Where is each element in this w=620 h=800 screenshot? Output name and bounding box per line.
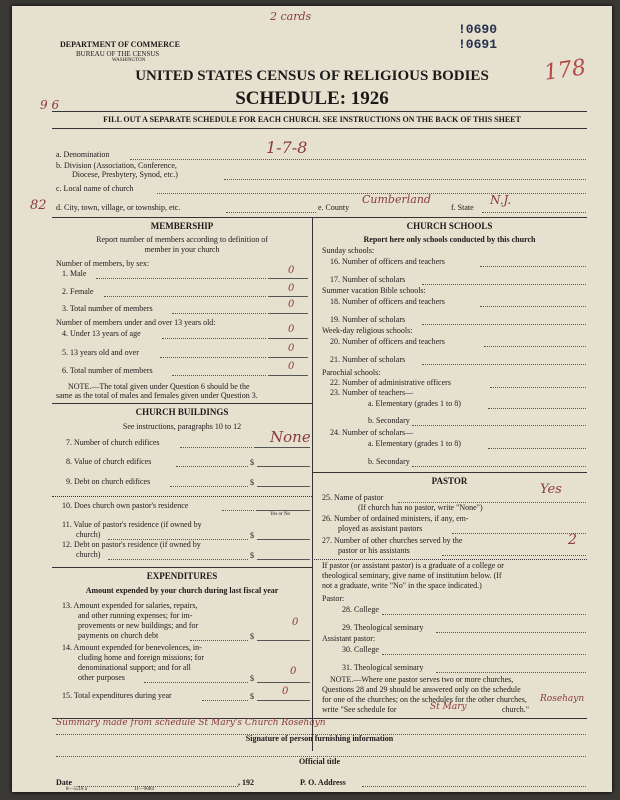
q2-label: 2. Female [62,287,94,296]
q13-line-1: 13. Amount expended for salaries, repairs, [62,601,198,610]
official-title-label: Official title [298,757,341,766]
q7-label: 7. Number of church edifices [66,438,160,447]
summer-schools-label: Summer vacation Bible schools: [322,286,426,295]
q25-value: Yes [540,482,562,497]
schools-intro: Report here only schools conducted by this church [363,235,536,244]
form-instructions: FILL OUT A SEPARATE SCHEDULE FOR EACH CHURCH. SEE INSTRUCTIONS ON THE BACK OF THIS SHEET [103,115,521,124]
county-value: Cumberland [362,193,431,206]
q12-dollar: $ [250,551,254,560]
q6-label: 6. Total number of members [62,366,153,375]
q27-label-1: 27. Number of other churches served by the [322,536,463,545]
pastor-note-3: for one of the churches; on the schedules for the other churches, [322,695,527,704]
graduate-note-1: If pastor (or assistant pastor) is a graduate of a college or [322,561,504,570]
q17-label: 17. Number of scholars [330,275,406,284]
year-label: , 192 [238,778,254,787]
q26-label-1: 26. Number of ordained ministers, if any, em- [322,514,469,523]
q15-label: 15. Total expenditures during year [62,691,172,700]
q12-label-2: church) [76,550,101,559]
q27-label-2: pastor or his assistants [338,546,410,555]
form-title: UNITED STATES CENSUS OF RELIGIOUS BODIES [135,68,489,84]
sunday-schools-label: Sunday schools: [322,246,375,255]
q8-dollar: $ [250,458,254,467]
membership-heading: MEMBERSHIP [150,221,214,231]
q15-dollar: $ [250,692,254,701]
cards-note: 2 cards [270,10,312,23]
census-schedule-sheet [12,6,612,792]
note-town-value: Rosehayn [540,694,585,704]
buildings-sub: See instructions, paragraphs 10 to 12 [122,422,242,431]
division-label-2: Diocese, Presbytery, Synod, etc.) [72,170,178,179]
q20-label: 20. Number of officers and teachers [330,337,445,346]
q31-label: 31. Theological seminary [342,663,424,672]
q12-label-1: 12. Debt on pastor's residence (if owned by [62,540,201,549]
q23-label: 23. Number of teachers— [330,388,414,397]
expenditures-sub: Amount expended by your church during last fiscal year [85,586,279,595]
q6-value: 0 [288,361,295,372]
membership-intro-1: Report number of members according to definition of [96,235,268,244]
q4-value: 0 [288,324,295,335]
yes-no-caption: Yes or No [270,512,291,517]
department-name: DEPARTMENT OF COMMERCE [60,40,181,49]
q11-label-1: 11. Value of pastor's residence (if owned by [62,520,202,529]
margin-number-left: 9 6 [40,98,60,112]
date-label: Date [56,778,72,787]
membership-note-1: NOTE.—The total given under Question 6 should be the [68,382,250,391]
schools-heading: CHURCH SCHOOLS [406,221,493,231]
note-church-value: St Mary [430,702,467,712]
q9-label: 9. Debt on church edifices [66,477,151,486]
q13-line-2: and other running expenses; for im- [78,611,193,620]
q5-value: 0 [288,343,295,354]
city-label: d. City, town, village, or township, etc. [56,203,181,212]
q24b-label: b. Secondary [368,457,410,466]
q28-label: 28. College [342,605,379,614]
q3-label: 3. Total number of members [62,304,153,313]
age-intro-label: Number of members under and over 13 years old: [56,318,216,327]
q14-line-3: denominational support; and for all [78,663,191,672]
q11-dollar: $ [250,531,254,540]
margin-number-right: 178 [542,55,588,86]
q8-label: 8. Value of church edifices [66,457,152,466]
denomination-label: a. Denomination [56,150,110,159]
q9-dollar: $ [250,478,254,487]
q27-value: 2 [568,532,577,548]
q15-value: 0 [282,686,289,697]
county-label: e. County [318,203,350,212]
q16-label: 16. Number of officers and teachers [330,257,445,266]
q14-line-2: cluding home and foreign missions; for [78,653,204,662]
pastor-note-2: Questions 28 and 29 should be answered only on the schedule [322,685,521,694]
q4-label: 4. Under 13 years of age [62,329,141,338]
q23a-label: a. Elementary (grades 1 to 8) [368,399,461,408]
form-number: 8—5518 a [66,787,87,792]
po-address-label: P. O. Address [300,778,346,787]
weekday-schools-label: Week-day religious schools: [322,326,413,335]
bureau-name: BUREAU OF THE CENSUS [76,50,160,58]
q29-label: 29. Theological seminary [342,623,424,632]
membership-note-2: same as the total of males and females given under Question 3. [56,391,258,400]
form-subtitle: SCHEDULE: 1926 [235,88,389,109]
q30-label: 30. College [342,645,379,654]
assistant-pastor-subheading: Assistant pastor: [322,634,376,643]
q24-label: 24. Number of scholars— [330,428,414,437]
q13-line-4: payments on church debt [78,631,159,640]
q26-label-2: ployed as assistant pastors [338,524,423,533]
graduate-note-2: theological seminary, give name of institution below. (If [322,571,502,580]
q11-label-2: church) [76,530,101,539]
q1-value: 0 [288,265,295,276]
q23b-label: b. Secondary [368,416,410,425]
city-name: WASHINGTON [112,58,146,63]
stamp-number-1: !0690 [458,22,498,37]
q14-line-1: 14. Amount expended for benevolences, in- [62,643,202,652]
signature-label: Signature of person furnishing information [245,734,394,743]
state-label: f. State [451,203,474,212]
q14-value: 0 [290,666,297,677]
q2-value: 0 [288,283,295,294]
q14-dollar: $ [250,674,254,683]
q13-value: 0 [292,617,299,628]
q18-label: 18. Number of officers and teachers [330,297,445,306]
q19-label: 19. Number of scholars [330,315,406,324]
pastor-note-4-end: church." [502,705,530,714]
stamp-number-2: !0691 [458,37,498,52]
margin-number-d: 82 [30,198,47,213]
buildings-heading: CHURCH BUILDINGS [135,407,229,417]
q3-value: 0 [288,299,295,310]
q5-label: 5. 13 years old and over [62,348,139,357]
graduate-note-3: not a graduate, write "No" in the space indicated.) [322,581,482,590]
local-name-label: c. Local name of church [56,184,134,193]
handwritten-summary-note: Summary made from schedule St Mary's Church Rosehayn [56,718,326,728]
q25-sub: (If church has no pastor, write "None") [358,503,483,512]
q21-label: 21. Number of scholars [330,355,406,364]
q14-line-4: other purposes [78,673,125,682]
q7-value: None [270,428,311,446]
pastor-subheading: Pastor: [322,594,345,603]
q25-label: 25. Name of pastor [322,493,384,502]
pastor-note-1: NOTE.—Where one pastor serves two or more churches, [330,675,514,684]
q24a-label: a. Elementary (grades 1 to 8) [368,439,461,448]
q13-line-3: provements or new buildings; and for [78,621,199,630]
print-number: 11—9084 [134,787,154,792]
pastor-heading: PASTOR [431,476,468,486]
expenditures-heading: EXPENDITURES [146,571,218,581]
q1-label: 1. Male [62,269,87,278]
q13-dollar: $ [250,632,254,641]
division-label-1: b. Division (Association, Conference, [56,161,177,170]
q22-label: 22. Number of administrative officers [330,378,451,387]
parochial-schools-label: Parochial schools: [322,368,381,377]
state-value: N.J. [490,193,512,207]
denomination-value: 1-7-8 [266,138,308,157]
membership-intro-2: member in your church [144,245,220,254]
members-by-sex-label: Number of members, by sex: [56,259,150,268]
pastor-note-4: write "See schedule for [322,705,397,714]
q10-label: 10. Does church own pastor's residence [62,501,189,510]
